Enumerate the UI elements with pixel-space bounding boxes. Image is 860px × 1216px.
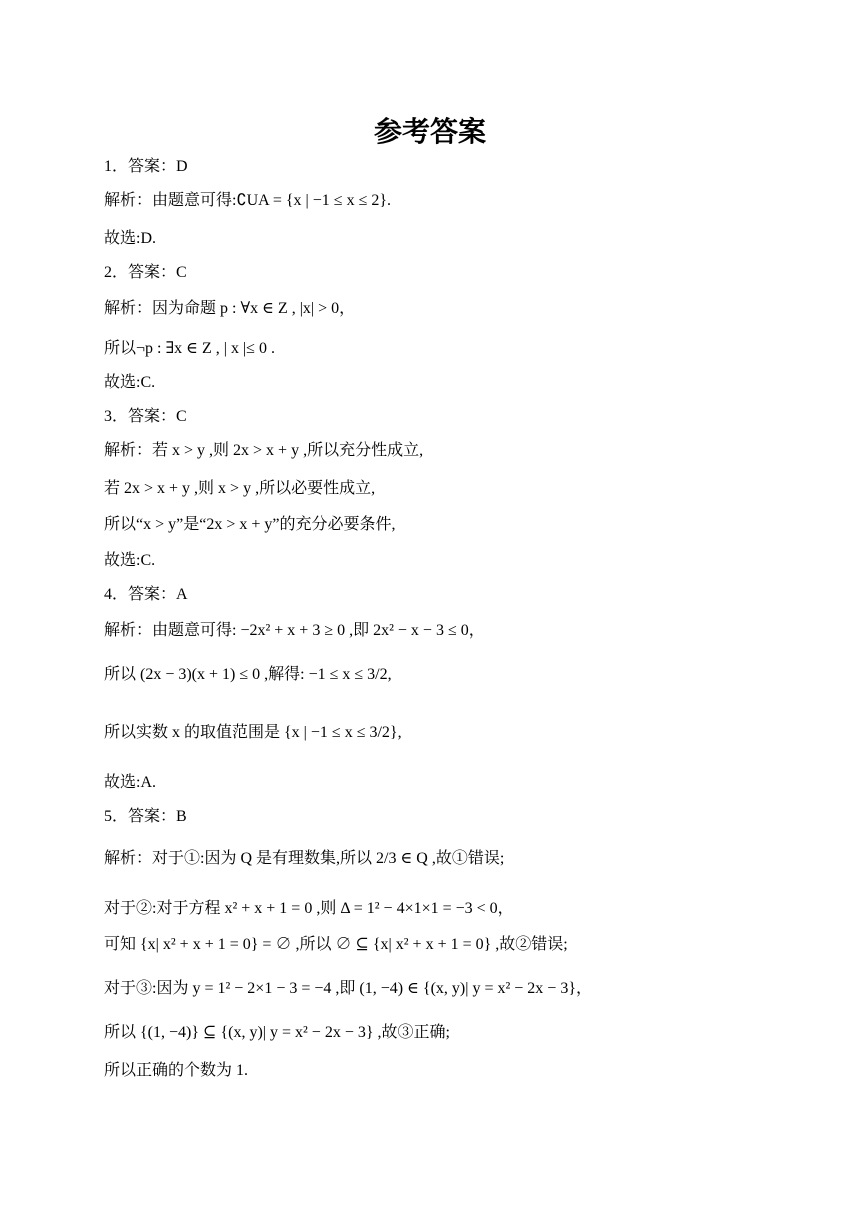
analysis-line: 所以¬p : ∃x ∈ Z , | x |≤ 0 . xyxy=(104,340,275,357)
conclusion-line: 故选:C. xyxy=(104,374,156,391)
analysis-line: 解析：由题意可得: −2x² + x + 3 ≥ 0 ,即 2x² − x − 3 ≤ 0， xyxy=(104,622,485,639)
analysis-line: 解析：由题意可得:∁UA = {x | −1 ≤ x ≤ 2}. xyxy=(104,192,392,209)
analysis-line: 对于③:因为 y = 1² − 2×1 − 3 = −4 ,即 (1, −4) ∈ {(x, y)| y = x² − 2x − 3}， xyxy=(104,980,592,997)
answer-line: 5．答案：B xyxy=(104,808,187,825)
conclusion-line: 故选:A. xyxy=(104,774,157,791)
answer-line: 3．答案：C xyxy=(104,408,187,425)
analysis-line: 若 2x > x + y ,则 x > y ,所以必要性成立, xyxy=(104,480,376,497)
analysis-line: 解析：对于①:因为 Q 是有理数集,所以 2/3 ∈ Q ,故①错误; xyxy=(104,850,505,867)
conclusion-line: 故选:C. xyxy=(104,552,156,569)
analysis-line: 所以“x > y”是“2x > x + y”的充分必要条件, xyxy=(104,516,396,533)
analysis-line: 解析：因为命题 p : ∀x ∈ Z , |x| > 0， xyxy=(104,300,356,317)
analysis-line: 对于②:对于方程 x² + x + 1 = 0 ,则 Δ = 1² − 4×1×1 = −3 < 0， xyxy=(104,900,514,917)
answer-line: 4．答案：A xyxy=(104,586,188,603)
answer-line: 1．答案：D xyxy=(104,158,188,175)
analysis-line: 所以 {(1, −4)} ⊆ {(x, y)| y = x² − 2x − 3} ,故③正确; xyxy=(104,1024,450,1041)
analysis-line: 可知 {x| x² + x + 1 = 0} = ∅ ,所以 ∅ ⊆ {x| x² + x + 1 = 0} ,故②错误; xyxy=(104,936,568,953)
page-title: 参考答案 xyxy=(373,115,486,148)
analysis-line: 所以 (2x − 3)(x + 1) ≤ 0 ,解得: −1 ≤ x ≤ 3/2, xyxy=(104,666,392,683)
analysis-line: 所以实数 x 的取值范围是 {x | −1 ≤ x ≤ 3/2}, xyxy=(104,724,402,741)
analysis-line: 解析：若 x > y ,则 2x > x + y ,所以充分性成立, xyxy=(104,442,424,459)
conclusion-line: 所以正确的个数为 1. xyxy=(104,1062,249,1079)
conclusion-line: 故选:D. xyxy=(104,230,157,247)
answer-line: 2．答案：C xyxy=(104,264,187,281)
